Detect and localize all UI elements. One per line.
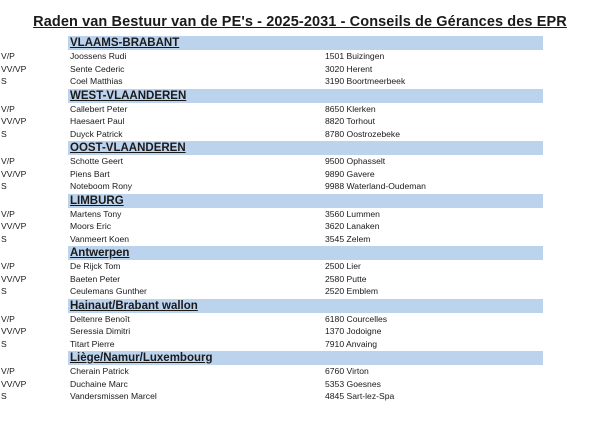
member-role: S: [1, 76, 7, 86]
member-row: [0, 325, 600, 338]
member-row: [0, 260, 600, 273]
member-role: VV/VP: [1, 221, 27, 231]
member-row: [0, 285, 600, 298]
member-place: 9500 Ophasselt: [325, 156, 386, 166]
member-row: [0, 273, 600, 286]
member-place: 5353 Goesnes: [325, 378, 381, 389]
member-role: VV/VP: [1, 326, 27, 336]
member-role: S: [1, 286, 7, 296]
member-row: [0, 390, 600, 403]
member-place: 3620 Lanaken: [325, 221, 380, 231]
member-row: [0, 115, 600, 128]
member-row: [0, 313, 600, 326]
section-title: OOST-VLAANDEREN: [70, 142, 186, 154]
member-role: VV/VP: [1, 273, 27, 284]
section-title: LIMBURG: [70, 194, 124, 207]
section-liege-namur-luxembourg: [0, 351, 600, 403]
member-name: Seressia Dimitri: [70, 326, 131, 336]
member-role: VV/VP: [1, 116, 27, 126]
member-role: VV/VP: [1, 63, 27, 74]
section-header: [68, 89, 543, 103]
member-name: Titart Pierre: [70, 338, 115, 349]
member-name: Vandersmissen Marcel: [70, 391, 157, 401]
member-place: 8780 Oostrozebeke: [325, 128, 401, 139]
member-row: [0, 103, 600, 116]
member-role: S: [1, 338, 7, 349]
member-name: Cherain Patrick: [70, 366, 129, 376]
section-header: [68, 36, 543, 50]
member-place: 6760 Virton: [325, 366, 369, 376]
member-row: [0, 63, 600, 76]
member-place: 2500 Lier: [325, 261, 361, 271]
member-name: Noteboom Rony: [70, 181, 133, 191]
member-row: [0, 233, 600, 246]
member-place: 2520 Emblem: [325, 286, 379, 296]
member-place: 2580 Putte: [325, 273, 367, 284]
section-title: WEST-VLAANDEREN: [70, 89, 187, 102]
member-name: Schotte Geert: [70, 156, 124, 166]
section-title: Antwerpen: [70, 247, 130, 259]
member-name: Ceulemans Gunther: [70, 286, 147, 296]
member-name: Joossens Rudi: [70, 51, 127, 61]
member-place: 1501 Buizingen: [325, 51, 385, 61]
member-row: [0, 338, 600, 351]
member-place: 8650 Klerken: [325, 103, 376, 114]
member-name: Moors Eric: [70, 221, 112, 231]
member-row: [0, 180, 600, 193]
member-place: 7910 Anvaing: [325, 338, 378, 349]
member-place: 4845 Sart-lez-Spa: [325, 391, 395, 401]
member-role: V/P: [1, 103, 15, 114]
member-name: Piens Bart: [70, 168, 110, 179]
member-name: De Rijck Tom: [70, 261, 121, 271]
member-row: [0, 168, 600, 181]
member-place: 3560 Lummen: [325, 208, 380, 219]
member-role: V/P: [1, 156, 15, 166]
section-title: VLAAMS-BRABANT: [70, 37, 180, 49]
member-place: 6180 Courcelles: [325, 313, 388, 324]
member-row: [0, 128, 600, 141]
section-vlaams-brabant: [0, 36, 600, 88]
member-row: [0, 378, 600, 391]
member-role: V/P: [1, 366, 15, 376]
section-header: [68, 299, 543, 313]
section-header: [68, 194, 543, 208]
member-name: Duchaine Marc: [70, 378, 128, 389]
member-name: Coel Matthias: [70, 76, 123, 86]
section-antwerpen: [0, 246, 600, 298]
section-limburg: [0, 194, 600, 246]
member-place: 3545 Zelem: [325, 233, 371, 244]
member-name: Duyck Patrick: [70, 128, 123, 139]
member-name: Callebert Peter: [70, 103, 128, 114]
member-place: 3190 Boortmeerbeek: [325, 76, 406, 86]
section-title: Liège/Namur/Luxembourg: [70, 352, 213, 364]
member-row: [0, 155, 600, 168]
member-row: [0, 220, 600, 233]
member-name: Deltenre Benoît: [70, 313, 130, 324]
member-place: 8820 Torhout: [325, 116, 376, 126]
section-header: [68, 351, 543, 365]
member-role: V/P: [1, 261, 15, 271]
document-title: Raden van Bestuur van de PE's - 2025-2031 - Conseils de Gérances des EPR: [33, 14, 567, 30]
member-role: V/P: [1, 51, 15, 61]
member-role: S: [1, 391, 7, 401]
section-west-vlaanderen: [0, 89, 600, 141]
member-place: 1370 Jodoigne: [325, 326, 382, 336]
member-row: [0, 50, 600, 63]
member-name: Martens Tony: [70, 208, 122, 219]
member-role: VV/VP: [1, 168, 27, 179]
member-role: VV/VP: [1, 378, 27, 389]
member-place: 3020 Herent: [325, 63, 373, 74]
member-role: S: [1, 128, 7, 139]
member-place: 9890 Gavere: [325, 168, 375, 179]
member-role: S: [1, 181, 7, 191]
section-header: [68, 246, 543, 260]
section-hainaut-brabant-wallon: [0, 299, 600, 351]
section-title: Hainaut/Brabant wallon: [70, 299, 198, 312]
member-role: S: [1, 233, 7, 244]
member-name: Sente Cederic: [70, 63, 125, 74]
member-row: [0, 75, 600, 88]
member-name: Vanmeert Koen: [70, 233, 130, 244]
member-role: V/P: [1, 208, 15, 219]
section-header: [68, 141, 543, 155]
member-role: V/P: [1, 313, 15, 324]
member-row: [0, 365, 600, 378]
board-list: [0, 35, 600, 403]
member-name: Baeten Peter: [70, 273, 121, 284]
section-oost-vlaanderen: [0, 141, 600, 193]
member-name: Haesaert Paul: [70, 116, 125, 126]
member-row: [0, 208, 600, 221]
member-place: 9988 Waterland-Oudeman: [325, 181, 426, 191]
